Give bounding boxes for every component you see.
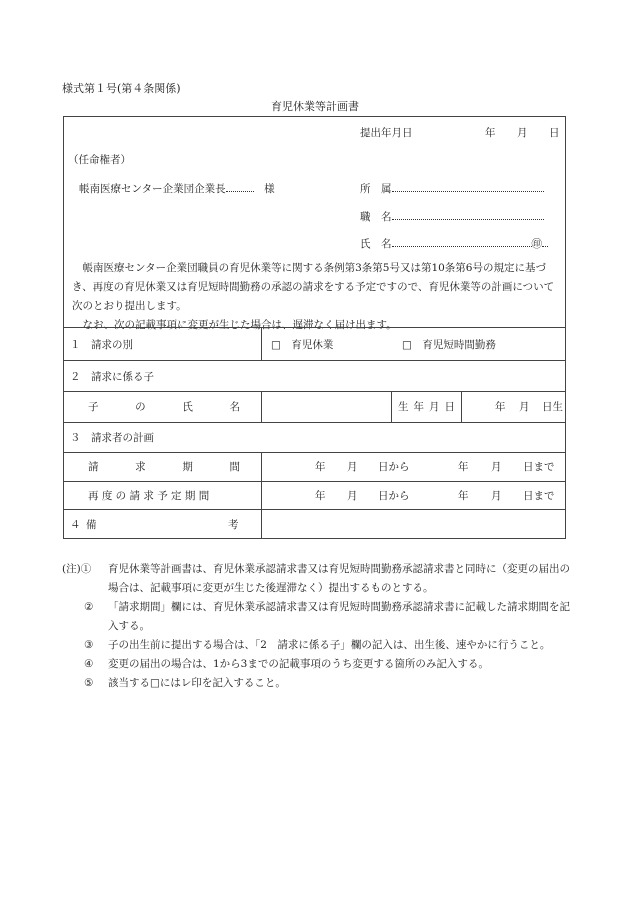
birth-label-char: 日	[444, 401, 455, 413]
replan-end-until: 日まで	[523, 490, 555, 502]
period-start-month: 月	[347, 461, 358, 473]
remarks-number: ４	[70, 519, 81, 531]
child-name-char: 名	[229, 401, 240, 413]
child-name-char: 氏	[182, 401, 193, 413]
name-label: 氏 名	[360, 238, 392, 250]
note-item	[62, 655, 577, 674]
child-name-char: の	[135, 401, 146, 413]
notice-paragraph: なお、次の記載事項に変更が生じた場合は、遅滞なく届け出ます。	[82, 319, 397, 331]
replan-period-label: 再 度 の 請 求 予 定 期 間	[88, 490, 210, 502]
note-text: 子の出生前に提出する場合は、「2 請求に係る子」欄の記入は、出生後、速やかに行うこと。	[108, 639, 551, 651]
child-name-char: 子	[88, 401, 99, 413]
honorific: 様	[264, 183, 275, 195]
replan-start-year: 年	[315, 490, 326, 502]
child-name-input[interactable]	[263, 392, 390, 421]
date-day-unit: 日	[549, 127, 560, 139]
affiliation-label: 所 属	[360, 183, 392, 195]
affiliation-field[interactable]	[360, 181, 544, 196]
birth-label-char: 年	[413, 401, 424, 413]
seal-mark: ㊞	[531, 238, 542, 250]
note-number: ④	[84, 658, 94, 670]
period-end-until: 日まで	[523, 461, 555, 473]
position-line[interactable]	[392, 219, 544, 220]
period-end-month: 月	[491, 461, 502, 473]
note-number: (注)①	[62, 563, 92, 575]
period-end-year: 年	[458, 461, 469, 473]
note-number: ③	[84, 639, 94, 651]
birth-label-char: 月	[429, 401, 440, 413]
remarks-input[interactable]	[263, 510, 565, 537]
note-text: 変更の届出の場合は、1から3までの記載事項のうち変更する箇所のみ記入する。	[108, 658, 489, 670]
plan-section-label: ３ 請求者の計画	[70, 432, 154, 444]
replan-end-month: 月	[491, 490, 502, 502]
replan-start-month: 月	[347, 490, 358, 502]
addressee	[79, 181, 275, 196]
note-item	[62, 560, 577, 598]
addressee-dots	[226, 191, 254, 192]
note-item	[62, 674, 577, 693]
position-label: 職 名	[360, 211, 392, 223]
note-item	[62, 598, 577, 636]
name-line[interactable]	[392, 246, 532, 247]
birth-label-char: 生	[398, 401, 409, 413]
period-start-from: 日から	[378, 461, 410, 473]
replan-end-year: 年	[458, 490, 469, 502]
period-start-year: 年	[315, 461, 326, 473]
submission-date-label: 提出年月日	[360, 127, 413, 139]
period-label-char: 期	[182, 461, 193, 473]
period-label-char: 求	[135, 461, 146, 473]
addressee-name: 帳南医療センター企業団企業長	[79, 183, 226, 195]
affiliation-line[interactable]	[392, 191, 544, 192]
seal-dots	[542, 246, 548, 247]
period-label-char: 請	[88, 461, 99, 473]
note-number: ⑤	[84, 677, 94, 689]
position-field[interactable]	[360, 209, 544, 224]
note-item	[62, 636, 577, 655]
note-number: ②	[84, 601, 94, 613]
childcare-leave-checkbox[interactable]: □ 育児休業	[271, 339, 334, 351]
note-text: 「請求期間」欄には、育児休業承認請求書又は育児短時間勤務承認請求書に記載した請求期間を記入する。	[108, 601, 570, 632]
child-section-label: ２ 請求に係る子	[70, 371, 154, 383]
remarks-label-b: 考	[228, 519, 239, 531]
document-title: 育児休業等計画書	[271, 100, 359, 113]
period-label-char: 間	[229, 461, 240, 473]
statement-paragraph: 帳南医療センター企業団職員の育児休業等に関する条例第3条第5号又は第10条第6号の規定に基づき、再度の育児休業又は育児短時間勤務の承認の請求をする予定ですので、育児休業等の計画について次のとおり提出します。	[72, 262, 555, 312]
note-text: 育児休業等計画書は、育児休業承認請求書又は育児短時間勤務承認請求書と同時に（変更の届出の場合は、記載事項に変更が生じた後遅滞なく）提出するものとする。	[108, 563, 570, 594]
replan-start-from: 日から	[378, 490, 410, 502]
birth-day-unit: 日生	[542, 401, 563, 413]
birth-month-unit: 月	[519, 401, 530, 413]
notes-section	[62, 560, 577, 693]
date-year-unit: 年	[485, 127, 496, 139]
form-number: 様式第１号(第４条関係)	[62, 82, 181, 95]
request-statement	[72, 259, 560, 335]
date-month-unit: 月	[517, 127, 528, 139]
request-period-label	[88, 459, 240, 474]
appointer-label: （任命権者）	[68, 154, 131, 166]
request-type-label: １ 請求の別	[70, 339, 133, 351]
note-text: 該当する□にはレ印を記入すること。	[108, 677, 286, 689]
name-field[interactable]	[360, 236, 548, 251]
short-hours-checkbox[interactable]: □ 育児短時間勤務	[402, 339, 496, 351]
remarks-label-a: 備	[86, 519, 97, 531]
child-name-label	[88, 399, 240, 414]
birth-year-unit: 年	[495, 401, 506, 413]
birth-date-label	[398, 399, 455, 414]
form-table	[63, 116, 566, 539]
